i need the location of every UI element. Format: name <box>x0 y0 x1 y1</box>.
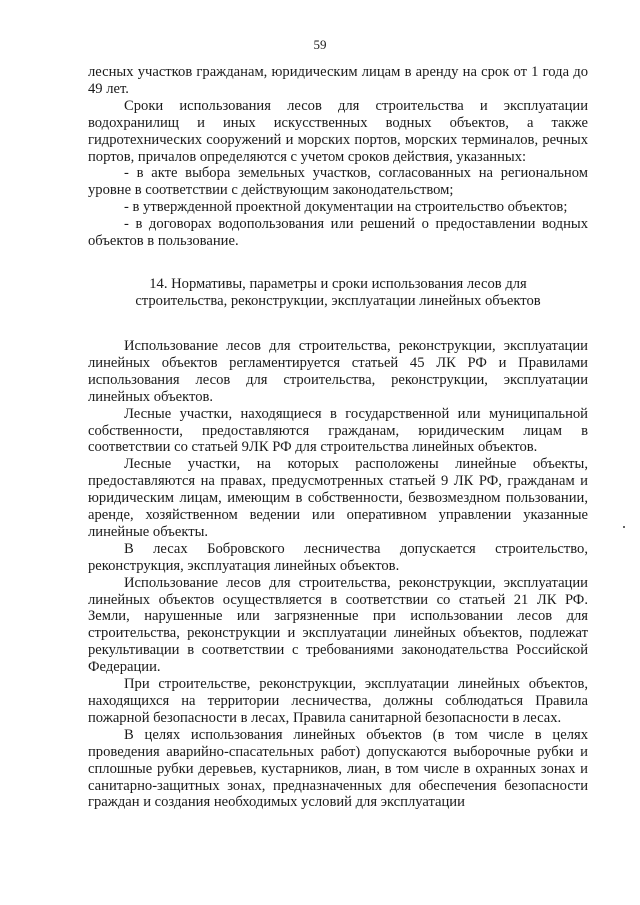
document-body <box>88 64 588 811</box>
list-item-land-selection-act: - в акте выбора земельных участков, согласованных на региональном уровне в соответствии с действующим законодательством; <box>88 165 588 199</box>
section-heading: 14. Нормативы, параметры и сроки использования лесов для строительства, реконструкции, эксплуатации линейных объектов <box>135 275 541 309</box>
paragraph-plots-with-linear-objects: Лесные участки, на которых расположены линейные объекты, предоставляются на правах, предусмотренных статьей 9 ЛК РФ, гражданам и юридическим лицам, имеющим в собственности, безвозмездном пользовании, аренде, хозяйственном ведении или оперативном управлении указанные линейные объекты. <box>88 456 588 540</box>
paragraph-linear-objects-regulation: Использование лесов для строительства, реконструкции, эксплуатации линейных объектов регламентируется статьей 45 ЛК РФ и Правилами использования лесов для строительства, реконструкции, эксплуатации линейных объектов. <box>88 337 588 405</box>
list-item-project-documentation: - в утвержденной проектной документации на строительство объектов; <box>124 199 568 216</box>
paragraph-state-municipal-plots: Лесные участки, находящиеся в государственной или муниципальной собственности, предоставляются гражданам, юридическим лицам в соответствии со статьей 9ЛК РФ для строительства линейных объектов. <box>88 405 588 456</box>
paragraph-continuation: лесных участков гражданам, юридическим лицам в аренду на срок от 1 года до 49 лет. <box>88 64 588 97</box>
paragraph-felling-permitted: В целях использования линейных объектов (в том числе в целях проведения аварийно-спасательных работ) допускаются выборочные рубки и сплошные рубки деревьев, кустарников, лиан, в том числе в охранных зонах и санитарно-защитных зонах, предназначенных для обеспечения безопасности граждан и создания необходимых условий для эксплуатации <box>88 726 588 811</box>
paragraph-bobrov-forestry: В лесах Бобровского лесничества допускается строительство, реконструкция, эксплуатация линейных объектов. <box>88 540 588 574</box>
paragraph-reservoir-terms: Сроки использования лесов для строительства и эксплуатации водохранилищ и иных искусственных водных объектов, а также гидротехнических сооружений и морских портов, морских терминалов, речных портов, причалов определяются с учетом сроков действия, указанных: <box>88 97 588 165</box>
list-item-water-use-contracts: - в договорах водопользования или решений о предоставлении водных объектов в пользование. <box>88 216 588 250</box>
scan-speck <box>623 526 625 528</box>
paragraph-recultivation: Использование лесов для строительства, реконструкции, эксплуатации линейных объектов осуществляется в соответствии со статьей 21 ЛК РФ. Земли, нарушенные или загрязненные при использовании лесов для строительства, реконструкции и эксплуатации линейных объектов, подлежат рекультивации в соответствии с требованиями законодательства Российской Федерации. <box>88 574 588 676</box>
page-number: 59 <box>313 37 327 52</box>
paragraph-fire-safety-rules: При строительстве, реконструкции, эксплуатации линейных объектов, находящихся на территории лесничества, должны соблюдаться Правила пожарной безопасности в лесах, Правила санитарной безопасности в лесах. <box>88 676 588 726</box>
